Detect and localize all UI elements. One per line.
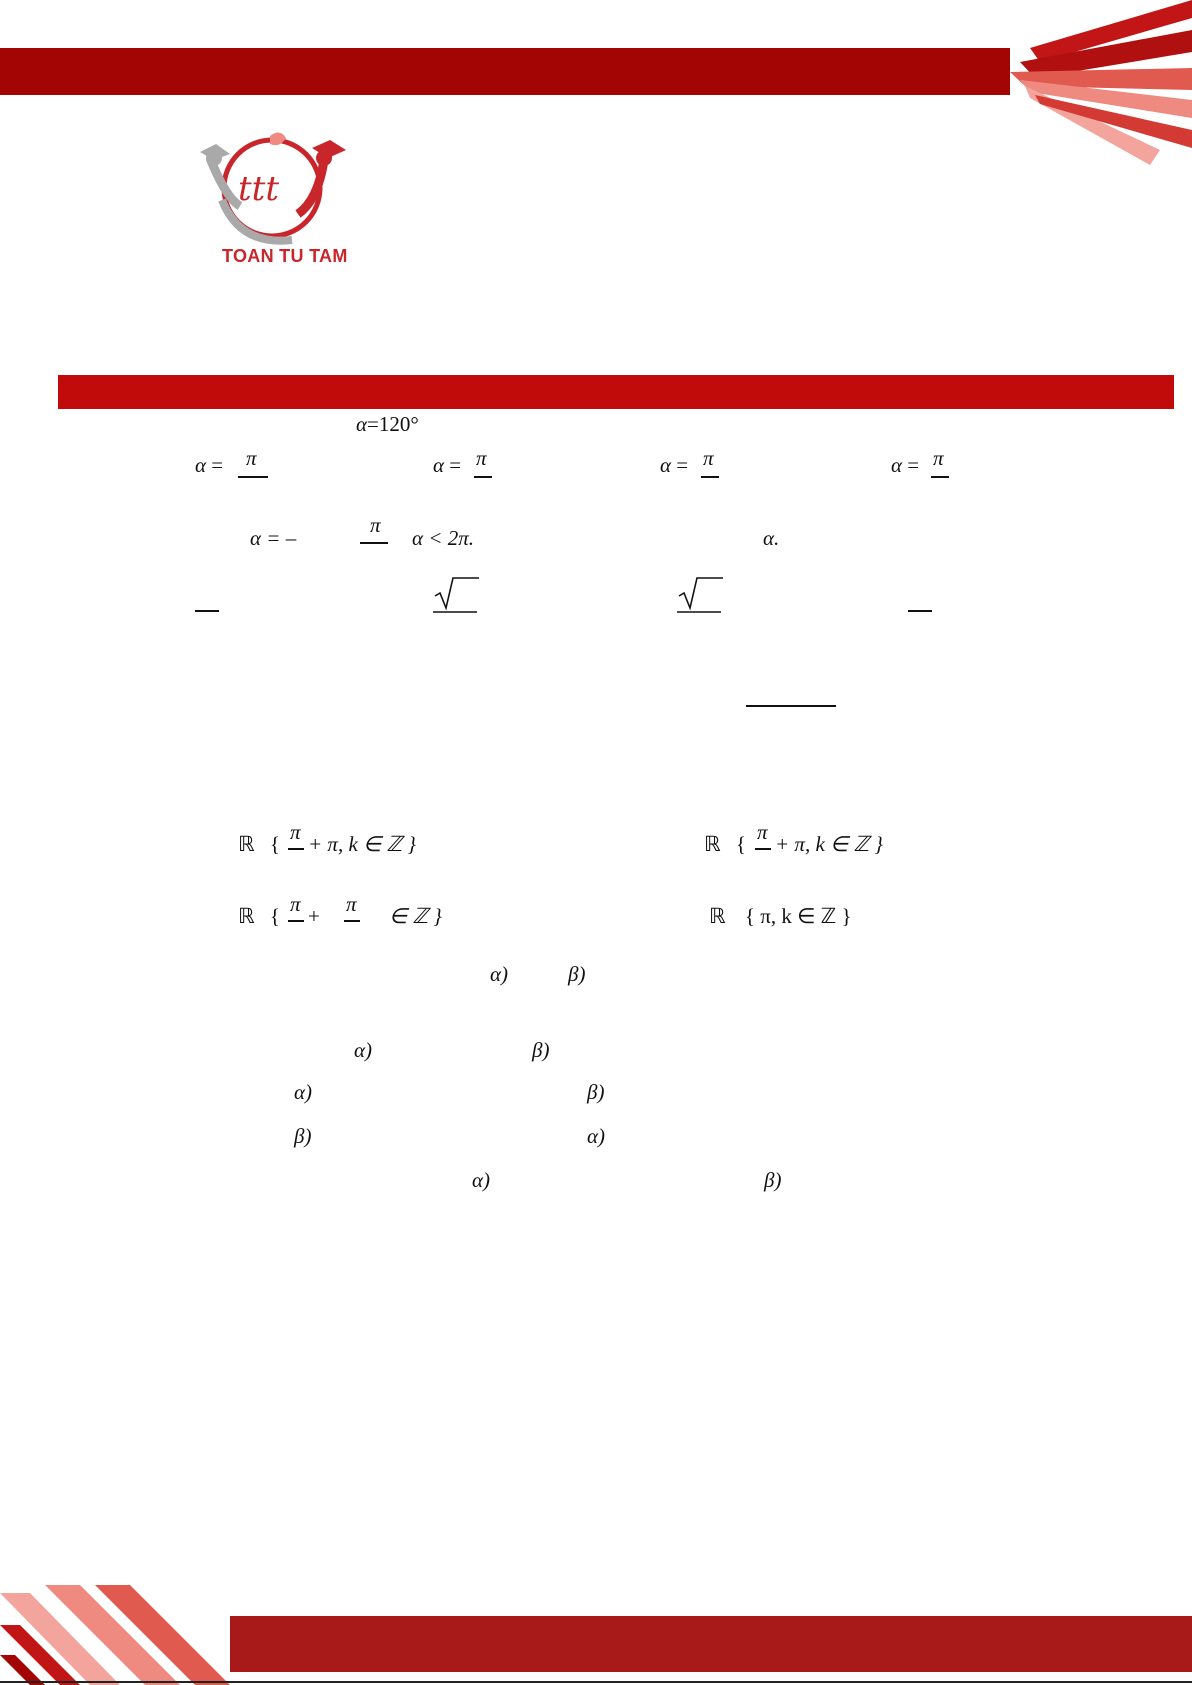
q5-option-a-alpha: α) <box>354 1038 373 1062</box>
logo-text: TOAN TU TAM <box>222 246 348 266</box>
q4-option-d-real-set: ℝ <box>709 904 726 928</box>
q4-option-d <box>709 904 852 929</box>
q2-inequality: α < 2π. <box>412 526 474 550</box>
q5-option-a-beta: β) <box>532 1038 550 1062</box>
toan-tu-tam-logo <box>200 128 350 246</box>
q1-option-b-eq: = <box>449 453 462 477</box>
q1-value: =120° <box>367 412 419 436</box>
q5-option-c-alpha: α) <box>587 1124 606 1148</box>
q5-alpha: α) <box>490 962 509 986</box>
q4-option-d-rest: { π, k ∈ ℤ } <box>744 904 852 928</box>
q4-option-a <box>238 832 280 857</box>
q5-option-b-beta: β) <box>587 1080 605 1104</box>
header-band <box>0 48 1010 95</box>
q2-option-b-sqrt <box>433 574 481 614</box>
q4-option-b-real-set: ℝ <box>704 832 721 856</box>
q4-option-b-pi: π <box>757 820 768 844</box>
q2-option-a-fraction-bar <box>195 610 219 612</box>
q1-option-c <box>660 453 688 478</box>
q4-option-c-pi: π <box>290 892 301 916</box>
q5-option-c-beta: β) <box>294 1124 312 1148</box>
q2-alpha-expression: α = – <box>250 526 297 550</box>
q4-option-a-brace: { <box>269 832 280 856</box>
q2-option-c-sqrt <box>677 574 725 614</box>
q1-alpha: α <box>356 412 368 436</box>
q4-option-c-real-set: ℝ <box>238 904 255 928</box>
q1-option-b <box>433 453 461 478</box>
q1-option-d-alpha: α <box>891 453 903 477</box>
q1-option-b-pi: π <box>476 446 487 470</box>
q4-option-c <box>238 904 280 929</box>
q2-pi: π <box>370 513 381 537</box>
q1-option-c-fraction-bar <box>701 476 719 478</box>
q4-option-a-fraction-bar <box>288 848 304 850</box>
q4-option-b-brace: { <box>735 832 746 856</box>
q1-option-a-alpha: α <box>195 453 207 477</box>
q1-option-a <box>195 453 223 478</box>
q4-option-c-plus: + <box>308 904 320 928</box>
q1-option-a-eq: = <box>211 453 224 477</box>
q1-option-c-alpha: α <box>660 453 672 477</box>
q4-option-b <box>704 832 746 857</box>
q4-option-c-rest: ∈ ℤ } <box>389 904 442 928</box>
q5-option-b-alpha: α) <box>294 1080 313 1104</box>
q1-option-a-fraction-bar <box>238 476 268 478</box>
q1-condition <box>356 412 419 437</box>
q5-beta: β) <box>568 962 586 986</box>
q1-option-d-eq: = <box>907 453 920 477</box>
header-stripes-decoration <box>960 0 1192 175</box>
q5-option-d-beta: β) <box>764 1168 782 1192</box>
q1-option-c-pi: π <box>703 446 714 470</box>
q4-option-a-rest: + π, k ∈ ℤ } <box>308 832 416 856</box>
q2-alpha-end: α. <box>763 526 780 550</box>
q4-option-c-pi2: π <box>346 892 357 916</box>
q1-option-b-fraction-bar <box>474 476 492 478</box>
section-band <box>58 375 1174 409</box>
q5-option-d-alpha: α) <box>472 1168 491 1192</box>
q4-option-b-fraction-bar <box>755 848 771 850</box>
q4-option-a-real-set: ℝ <box>238 832 255 856</box>
q1-option-d-pi: π <box>933 446 944 470</box>
q1-option-b-alpha: α <box>433 453 445 477</box>
footer-band <box>230 1616 1192 1672</box>
logo-monogram: ttt <box>238 169 279 209</box>
q4-option-b-rest: + π, k ∈ ℤ } <box>775 832 883 856</box>
q4-option-c-fraction-bar <box>288 920 304 922</box>
q1-option-d <box>891 453 919 478</box>
q4-option-c-brace: { <box>269 904 280 928</box>
q3-fraction-bar <box>746 705 836 707</box>
q4-option-c-fraction-bar-2 <box>344 920 360 922</box>
q2-option-d-fraction-bar <box>908 610 932 612</box>
q1-option-c-eq: = <box>676 453 689 477</box>
q1-option-a-pi: π <box>246 446 257 470</box>
q1-option-d-fraction-bar <box>931 476 949 478</box>
q4-option-a-pi: π <box>290 820 301 844</box>
footer-line <box>0 1681 1192 1683</box>
q2-fraction-bar <box>360 542 388 544</box>
